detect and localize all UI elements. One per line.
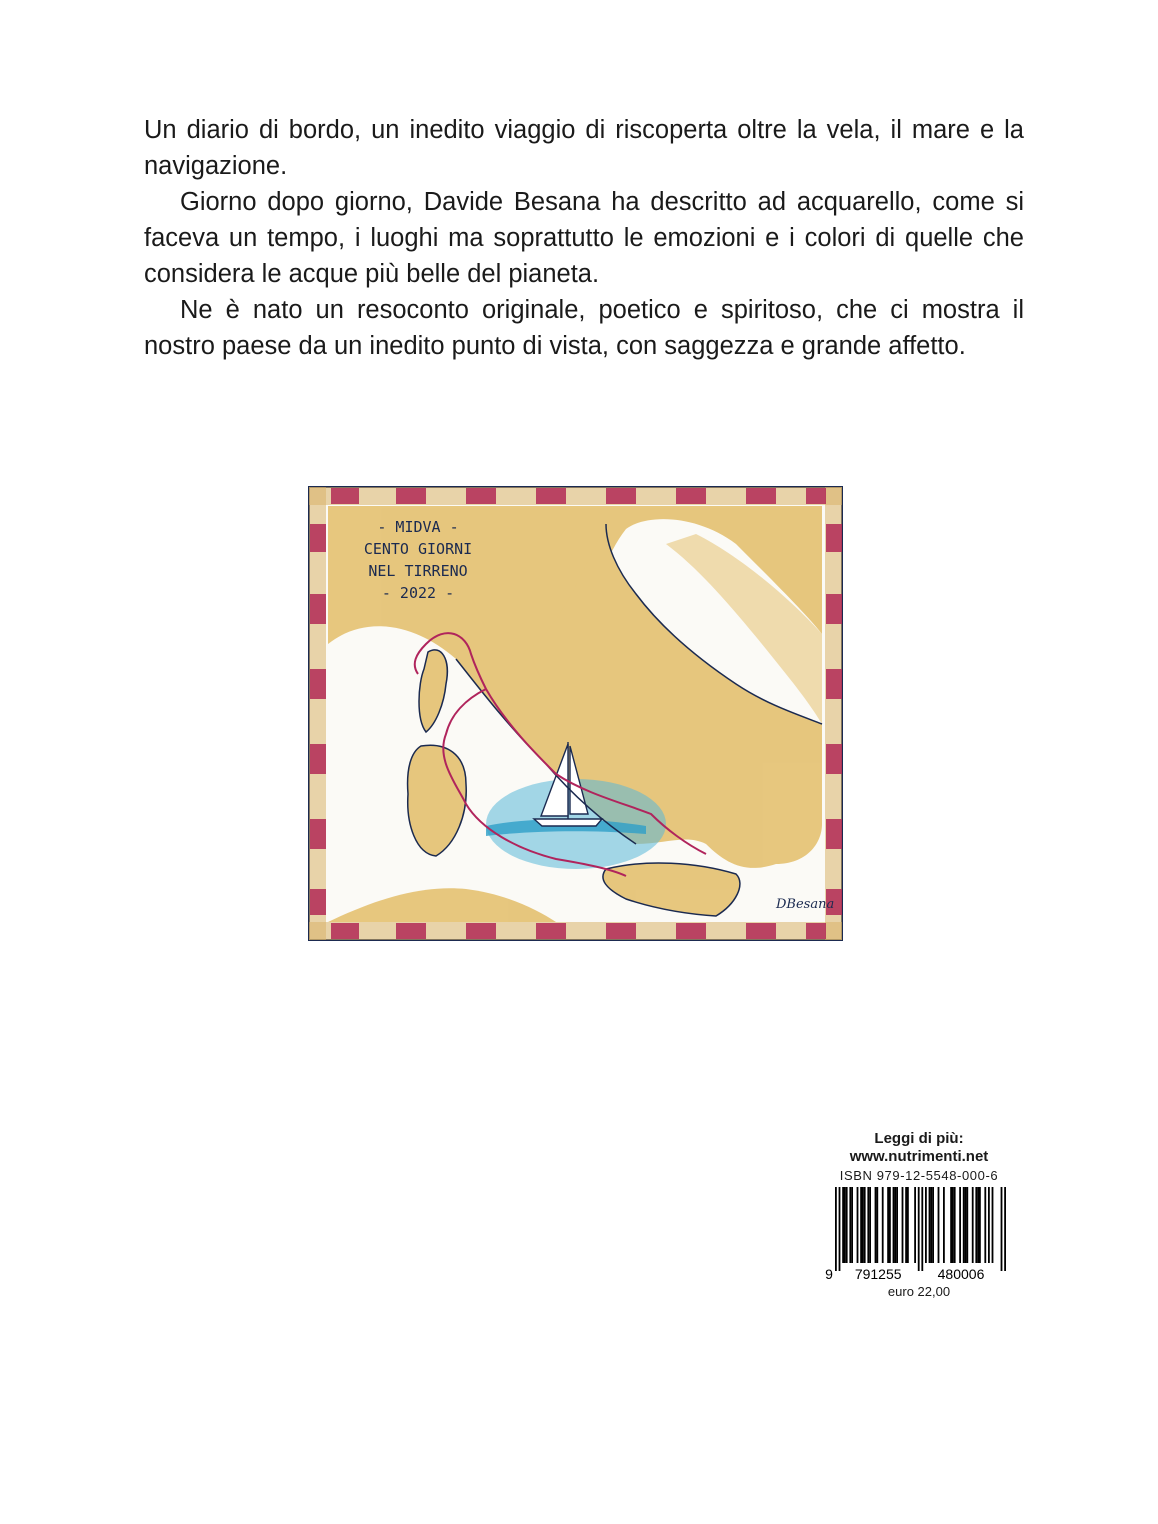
barcode-bar [902,1187,904,1263]
price-text: euro 22,00 [887,1284,951,1299]
barcode-bar [905,1187,907,1263]
barcode-bar [857,1187,859,1263]
barcode-bar [932,1187,934,1263]
cover-blurb [144,112,1024,364]
barcode-bar [975,1187,977,1263]
barcode-bar [864,1187,866,1263]
watercolor-map-illustration [306,484,845,943]
barcode-bar [977,1187,979,1263]
barcode-bar [851,1187,853,1263]
barcode-bar [849,1187,851,1263]
barcode-bar [1004,1187,1006,1271]
barcode-bar [839,1187,841,1271]
barcode-bar [954,1187,956,1263]
barcode-bar [938,1187,940,1263]
artist-signature: DBesana [776,897,835,912]
barcode-bar [862,1187,864,1263]
barcode-bar [992,1187,994,1263]
blurb-paragraph-2: Giorno dopo giorno, Davide Besana ha descritto ad acquarello, come si faceva un tempo, i luoghi ma soprattutto le emozioni e i colori di quelle che considera le acque più belle del pianeta. [144,188,1024,288]
barcode-bar [943,1187,945,1263]
barcode-digit-first: 9 [825,1266,833,1282]
barcode-bar [887,1187,889,1263]
barcode-bar [882,1187,884,1263]
map-title-line-1: - MIDVA - [377,518,459,536]
frame-left [309,487,326,940]
barcode-bar [896,1187,898,1263]
map-title-line-2: CENTO GIORNI [363,540,473,558]
barcode-bar [860,1187,862,1263]
barcode-bar [930,1187,932,1263]
barcode-block [824,1130,1014,1299]
barcode-bar [894,1187,896,1263]
isbn-label: ISBN 979-12-5548-000-6 [839,1168,999,1183]
barcode-bar [876,1187,878,1263]
barcode-bar [929,1187,931,1263]
barcode-bar [875,1187,877,1263]
website-text: www.nutrimenti.net [849,1148,989,1165]
map-title-line-3: NEL TIRRENO [368,562,468,580]
map-svg [306,484,845,943]
barcode-bar [907,1187,909,1263]
barcode-bar [1001,1187,1003,1271]
barcode-bar [842,1187,844,1263]
barcode-bar [844,1187,846,1263]
barcode-bar [893,1187,895,1263]
barcode-digits-right: 480006 [937,1266,985,1282]
barcode-bar [918,1187,920,1271]
barcode-bar [966,1187,968,1263]
barcode-bar [925,1187,927,1263]
barcode-bar [889,1187,891,1263]
barcode-bar [921,1187,923,1271]
barcode-bar [950,1187,952,1263]
map-title-line-4: - 2022 - [381,584,455,602]
barcode-bar [972,1187,974,1263]
barcode-digits-left: 791255 [854,1266,902,1282]
blurb-paragraph-3: Ne è nato un resoconto originale, poetico e spiritoso, che ci mostra il nostro paese da un inedito punto di vista, con saggezza e grande affetto. [144,296,1024,360]
barcode-bar [965,1187,967,1263]
blurb-paragraph-1: Un diario di bordo, un inedito viaggio di riscoperta oltre la vela, il mare e la navigazione. [144,116,1024,180]
more-label: Leggi di più: [874,1130,964,1147]
barcode-bar [979,1187,981,1263]
barcode-bar [867,1187,869,1263]
barcode-bar [914,1187,916,1263]
isbn-barcode [825,1187,1013,1283]
barcode-bar [869,1187,871,1263]
barcode-bar [988,1187,990,1263]
barcode-bar [959,1187,961,1263]
frame-right [825,487,842,940]
barcode-bar [984,1187,986,1263]
barcode-bar [846,1187,848,1263]
barcode-bar [963,1187,965,1263]
barcode-bar [952,1187,954,1263]
barcode-bar [835,1187,837,1271]
